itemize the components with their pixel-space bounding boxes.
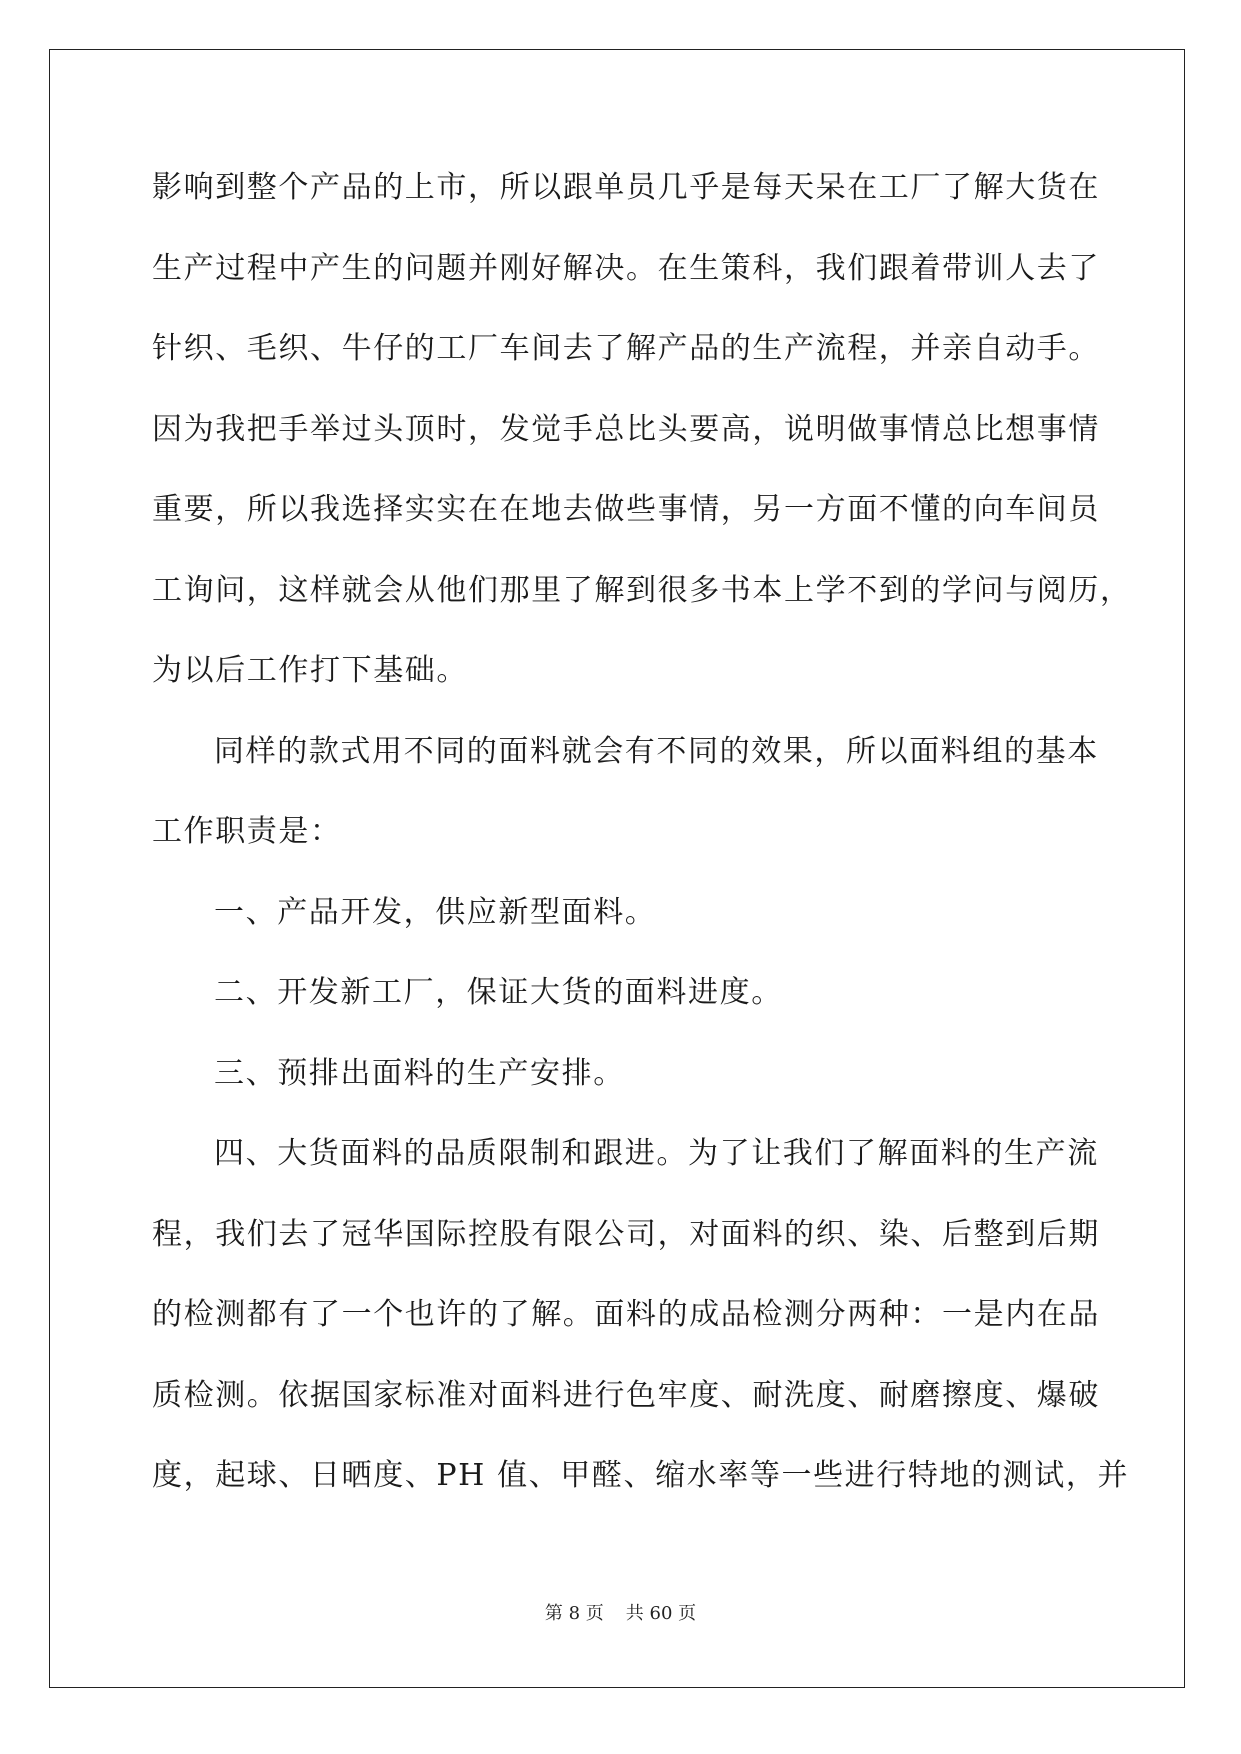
text-line: 质检测。依据国家标准对面料进行色牢度、耐洗度、耐磨擦度、爆破 [152,1377,1100,1413]
document-body [152,148,1132,1517]
text-line: 二、开发新工厂，保证大货的面料进度。 [214,975,783,1010]
text-line: 因为我把手举过头顶时，发觉手总比头要高，说明做事情总比想事情 [152,411,1100,447]
text-line: 工询问，这样就会从他们那里了解到很多书本上学不到的学问与阅历， [152,572,1132,608]
text-line: 一、产品开发，供应新型面料。 [214,894,657,930]
text-line: 针织、毛织、牛仔的工厂车间去了解产品的生产流程，并亲自动手。 [152,331,1100,366]
page-footer [0,1602,1241,1626]
text-line: 影响到整个产品的上市，所以跟单员几乎是每天呆在工厂了解大货在 [152,170,1100,205]
text-line: 三、预排出面料的生产安排。 [214,1055,625,1091]
text-line: 重要，所以我选择实实在在地去做些事情，另一方面不懂的向车间员 [152,492,1100,527]
text-line: 生产过程中产生的问题并刚好解决。在生策科，我们跟着带训人去了 [152,250,1100,286]
page-number: 第 8 页 [544,1603,604,1624]
text-line: 工作职责是： [152,814,342,849]
text-line: 为以后工作打下基础。 [152,653,468,688]
text-line: 程，我们去了冠华国际控股有限公司，对面料的织、染、后整到后期 [152,1216,1100,1252]
text-line: 四、大货面料的品质限制和跟进。为了让我们了解面料的生产流 [214,1136,1099,1171]
text-line: 的检测都有了一个也许的了解。面料的成品检测分两种：一是内在品 [152,1297,1100,1332]
text-line: 同样的款式用不同的面料就会有不同的效果，所以面料组的基本 [214,733,1099,769]
text-line: 度，起球、日晒度、PH 值、甲醛、缩水率等一些进行特地的测试，并 [152,1458,1130,1493]
page-total: 共 60 页 [625,1603,697,1624]
